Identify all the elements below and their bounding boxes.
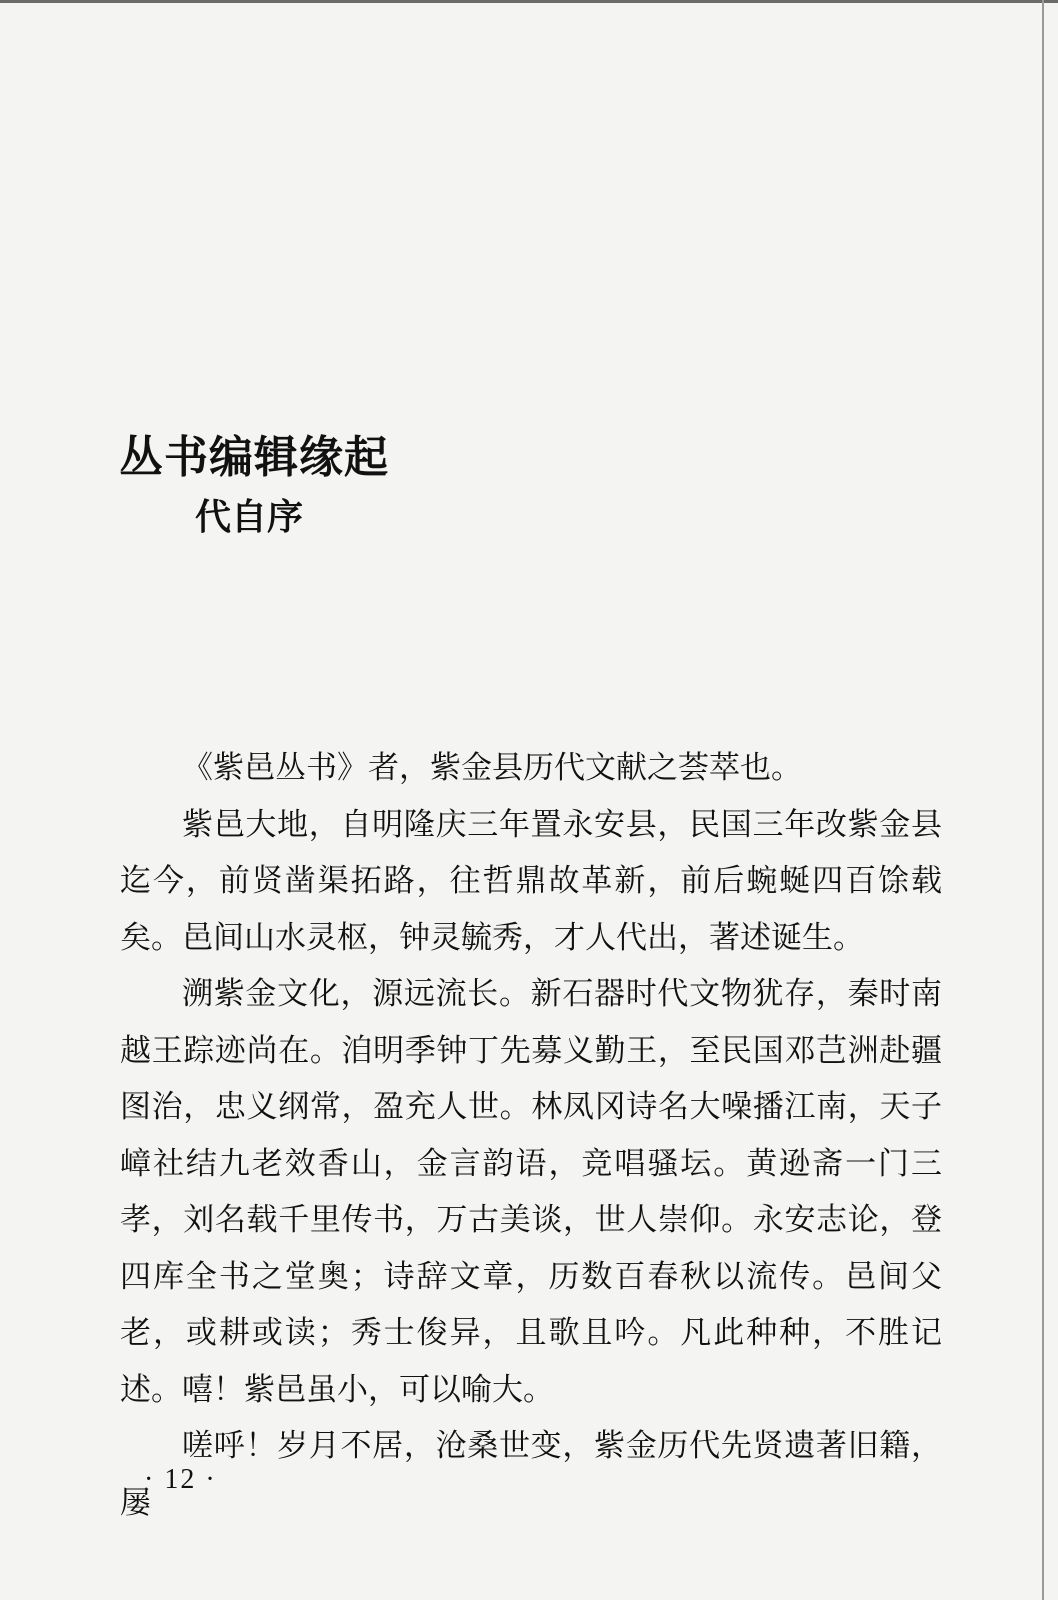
page-number: · 12 · [144, 1464, 217, 1495]
paragraph: 《紫邑丛书》者，紫金县历代文献之荟萃也。 [182, 750, 802, 786]
paragraph: 溯紫金文化，源远流长。新石器时代文物犹存，秦时南越王踪迹尚在。洎明季钟丁先募义勤王，至民国邓芑洲赴疆图治，忠义纲常，盈充人世。林凤冈诗名大噪播江南，天子嶂社结九老效香山，金言韵语，竞唱骚坛。黄逊斋一门三孝，刘名载千里传书，万古美谈，世人崇仰。永安志论，登四库全书之堂奥；诗辞文章，历数百春秋以流传。邑间父老，或耕或读；秀士俊异，且歌且吟。凡此种种，不胜记述。嘻！紫邑虽小，可以喻大。 [120, 976, 942, 1408]
paragraph: 嗟呼！岁月不居，沧桑世变，紫金历代先贤遗著旧籍，屡 [120, 1428, 942, 1521]
body-text [120, 740, 942, 1531]
right-edge-line [1042, 0, 1044, 1600]
top-edge-line [0, 0, 1058, 3]
paragraph: 紫邑大地，自明隆庆三年置永安县，民国三年改紫金县迄今，前贤凿渠拓路，往哲鼎故革新，前后蜿蜒四百馀载矣。邑间山水灵枢，钟灵毓秀，才人代出，著述诞生。 [120, 806, 942, 956]
chapter-subtitle: 代自序 [195, 497, 304, 538]
chapter-title: 丛书编辑缘起 [119, 432, 389, 483]
